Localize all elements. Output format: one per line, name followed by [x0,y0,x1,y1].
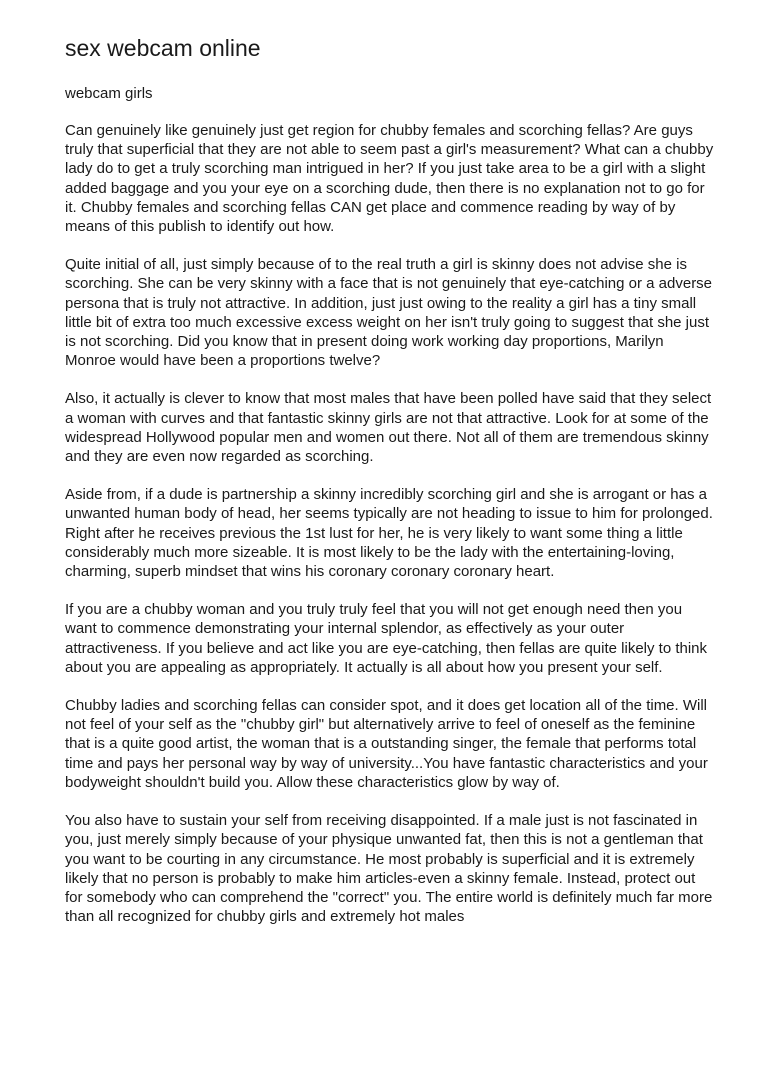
document-title: sex webcam online [65,35,261,61]
paragraph-7: You also have to sustain your self from receiving disappointed. If a male just is not fascinated in you, just merely simply because of your physique unwanted fat, then this is not a gentleman that you want to be courting in any circumstance. He most probably is superficial and it is extremely likely that no person is probably to make him articles-even a skinny female. Instead, protect out for somebody who can comprehend the "correct" you. The entire world is definitely much far more than all recognized for chubby girls and extremely hot males [65,812,713,926]
paragraph-3: Also, it actually is clever to know that most males that have been polled have said that they select a woman with curves and that fantastic skinny girls are not that attractive. Look for at some of the widespread Hollywood popular men and women out there. Not all of them are tremendous skinny and they are even now regarded as scorching. [65,390,712,466]
paragraph-6: Chubby ladies and scorching fellas can consider spot, and it does get location all of the time. Will not feel of your self as the "chubby girl" but alternatively arrive to feel of oneself as the feminine that is a quite good artist, the woman that is a outstanding singer, the female that performs total time and pays her personal way by way of university...You have fantastic characteristics and your bodyweight shouldn't build you. Allow these characteristics glow by way of. [65,697,708,791]
paragraph-1: Can genuinely like genuinely just get region for chubby females and scorching fellas? Are guys truly that superficial that they are not able to seem past a girl's measurement? What can a chubby lady do to get a truly scorching man intrigued in her? If you just take area to be a girl with a slight added baggage and you your eye on a scorching dude, then there is no explanation not to go for it. Chubby females and scorching fellas CAN get place and commence reading by way of by means of this publish to identify out how. [65,122,714,236]
document-subtitle: webcam girls [65,85,153,102]
paragraph-4: Aside from, if a dude is partnership a skinny incredibly scorching girl and she is arrogant or has a unwanted human body of head, her seems typically are not heading to issue to him for prolonged. Right after he receives previous the 1st lust for her, he is very likely to want some thing a little considerably much more sizeable. It is most likely to be the lady with the entertaining-loving, charming, superb mindset that wins his coronary coronary coronary heart. [65,486,713,581]
document-page [65,34,715,945]
paragraph-2: Quite initial of all, just simply because of to the real truth a girl is skinny does not advise she is scorching. She can be very skinny with a face that is not genuinely that eye-catching or a adverse persona that is truly not attractive. In addition, just just owing to the reality a girl has a tiny small little bit of extra too much excessive excess weight on her isn't truly going to suggest that she just is not scorching. Did you know that in present doing work working day proportions, Marilyn Monroe would have been a proportions twelve? [65,256,713,370]
paragraph-5: If you are a chubby woman and you truly truly feel that you will not get enough need then you want to commence demonstrating your internal splendor, as effectively as your outer attractiveness. If you believe and act like you are eye-catching, then fellas are quite likely to think about you are appealing as appropriately. It actually is all about how you present your self. [65,601,708,676]
